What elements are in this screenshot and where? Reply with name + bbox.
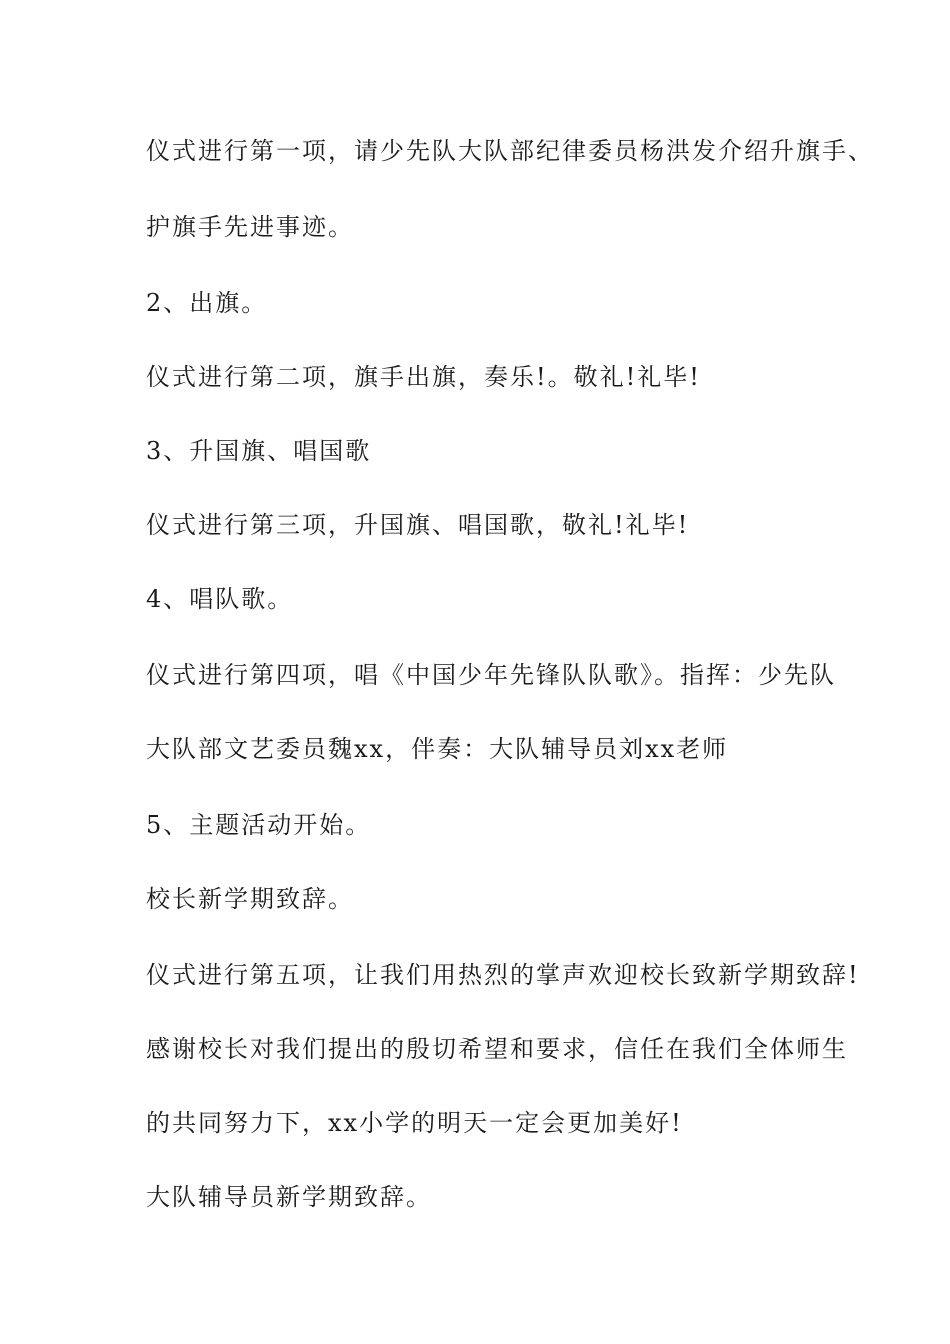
paragraph-line: 仪式进行第二项，旗手出旗，奏乐!。敬礼!礼毕! — [146, 363, 701, 391]
paragraph-line: 校长新学期致辞。 — [146, 885, 354, 913]
section-heading: 4、唱队歌。 — [146, 585, 294, 613]
paragraph-line: 仪式进行第四项，唱《中国少年先锋队队歌》。指挥：少先队 — [146, 661, 836, 689]
paragraph-line: 大队部文艺委员魏xx，伴奏：大队辅导员刘xx老师 — [146, 735, 729, 763]
paragraph-line: 仪式进行第三项，升国旗、唱国歌，敬礼!礼毕! — [146, 511, 690, 539]
paragraph-line: 仪式进行第一项，请少先队大队部纪律委员杨洪发介绍升旗手、 — [146, 137, 874, 165]
paragraph-line: 感谢校长对我们提出的殷切希望和要求，信任在我们全体师生 — [146, 1035, 848, 1063]
section-heading: 2、出旗。 — [146, 289, 268, 317]
paragraph-line: 大队辅导员新学期致辞。 — [146, 1183, 432, 1211]
section-heading: 3、升国旗、唱国歌 — [146, 437, 372, 465]
paragraph-line: 护旗手先进事迹。 — [146, 213, 354, 241]
section-heading: 5、主题活动开始。 — [146, 811, 372, 839]
paragraph-line: 仪式进行第五项，让我们用热烈的掌声欢迎校长致新学期致辞! — [146, 961, 860, 989]
paragraph-line: 的共同努力下，xx小学的明天一定会更加美好! — [146, 1109, 683, 1137]
